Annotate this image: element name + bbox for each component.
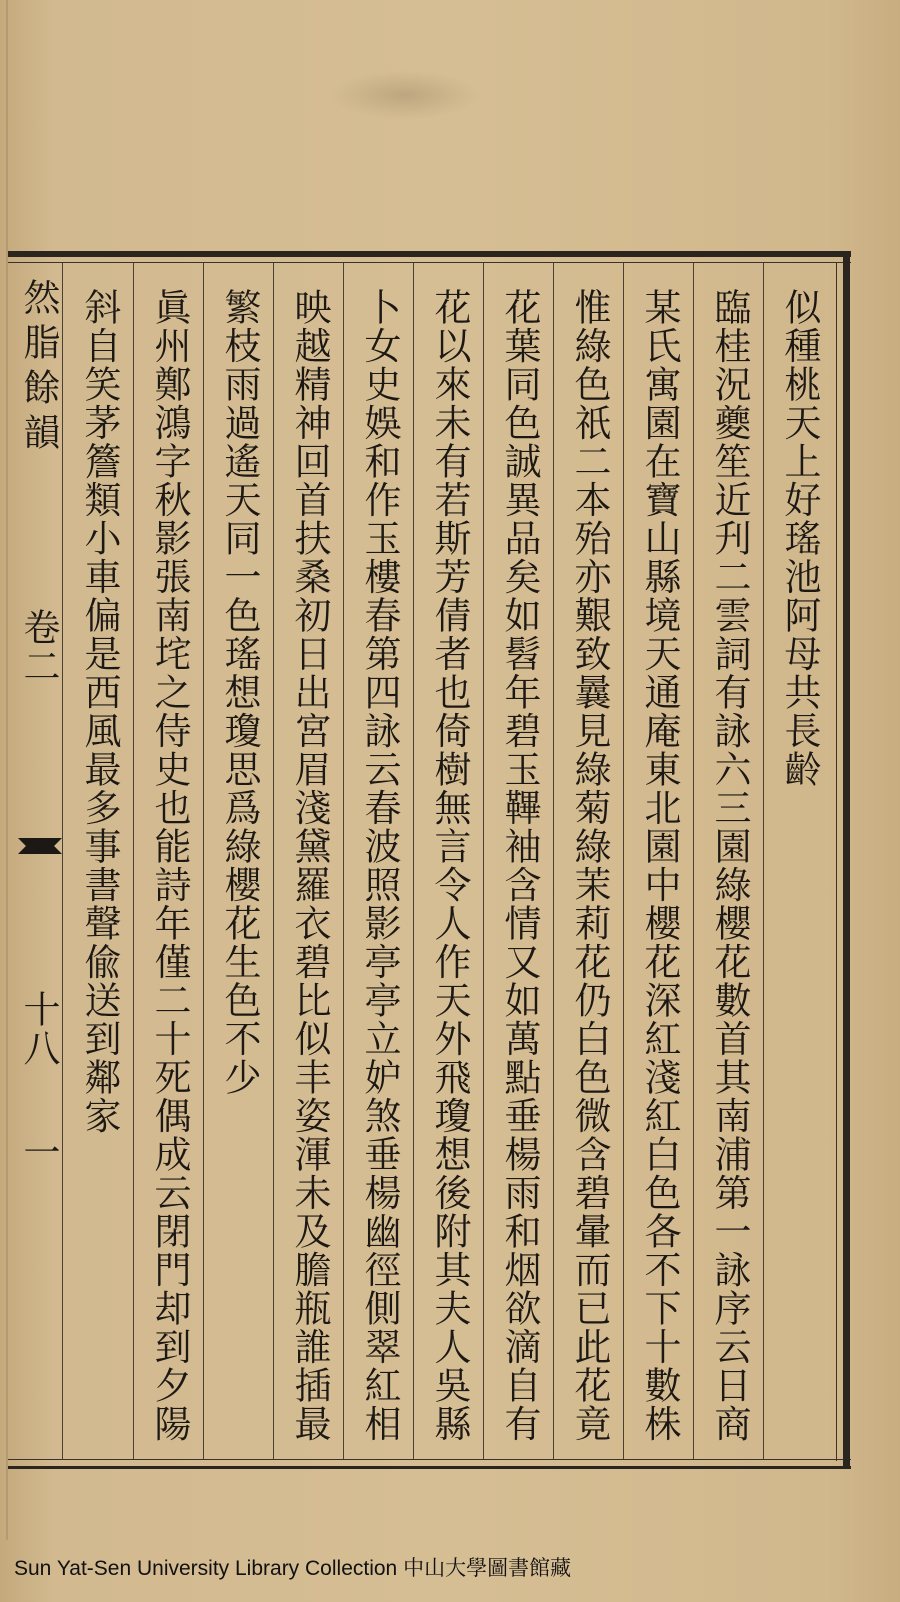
column-rule (693, 263, 694, 1459)
frame-bottom-border (8, 1466, 851, 1469)
text-column: 惟綠色祇二本殆亦艱致曩見綠菊綠茉莉花仍白色微含碧暈而已此花竟 (568, 288, 611, 1443)
text-column: 臨桂況夔笙近刋二雲詞有詠六三園綠櫻花數首其南浦第一詠序云日商 (708, 288, 751, 1443)
page-mark: 一 (17, 1133, 60, 1178)
column-rule (62, 263, 63, 1459)
frame-top-border (8, 251, 851, 257)
column-rule (763, 263, 764, 1459)
column-rule (203, 263, 204, 1459)
column-rule (483, 263, 484, 1459)
column-rule (343, 263, 344, 1459)
frame-top-inner-line (8, 262, 851, 263)
text-column: 卜女史娛和作玉樓春第四詠云春波照影亭亭立妒煞垂楊幽徑側翠紅相 (358, 288, 401, 1443)
column-rule (623, 263, 624, 1459)
column-rule (553, 263, 554, 1459)
column-rule (413, 263, 414, 1459)
text-column: 映越精神回首扶桑初日出宮眉淺黛羅衣碧比似丰姿渾未及膽瓶誰插最 (288, 288, 331, 1443)
page-number: 十八 (17, 990, 60, 1068)
text-column: 繁枝雨過遙天同一色瑤想瓊思爲綠櫻花生色不少 (218, 288, 261, 1097)
volume-label: 卷二 (17, 608, 60, 686)
text-column: 斜自笑茅簷類小車偏是西風最多事書聲偸送到鄰家 (78, 288, 121, 1135)
text-column: 眞州鄭鴻字秋影張南垞之侍史也能詩年僅二十死偶成云閉門却到夕陽 (148, 288, 191, 1443)
column-rule (273, 263, 274, 1459)
column-rule (133, 263, 134, 1459)
frame-right-border (843, 257, 850, 1467)
collection-caption: Sun Yat-Sen University Library Collection 中山大學圖書館藏 (14, 1557, 572, 1580)
ink-smudge (330, 70, 480, 120)
text-column: 花以來未有若斯芳倩者也倚樹無言令人作天外飛瓊想後附其夫人吳縣 (428, 288, 471, 1443)
frame-bottom-inner-line (8, 1459, 851, 1460)
fishtail-margin-column (16, 278, 60, 1458)
book-title: 然脂餘韻 (17, 278, 60, 458)
text-column: 花葉同色誠異品矣如髫年碧玉鞸袖含情又如萬點垂楊雨和烟欲滴自有 (498, 288, 541, 1443)
frame-right-inner-line (836, 262, 837, 1461)
spine-edge (6, 0, 8, 1540)
text-column: 似種桃天上好瑤池阿母共長齡 (778, 288, 821, 789)
text-column: 某氏寓園在寶山縣境天通庵東北園中櫻花深紅淺紅白色各不下十數株 (638, 288, 681, 1443)
fishtail-mark (18, 838, 62, 854)
